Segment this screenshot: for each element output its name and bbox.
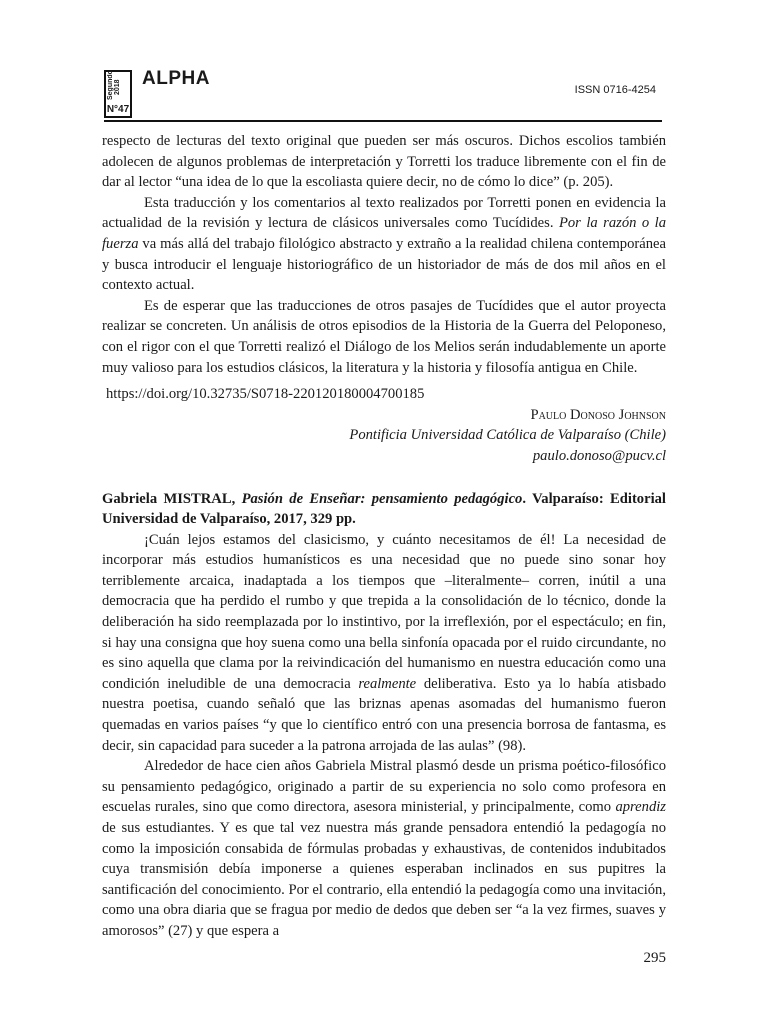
logo-issue-number: N°47 [106,104,130,115]
journal-header [104,70,664,122]
review-paragraph-2-text-a: Alrededor de hace cien años Gabriela Mistral plasmó desde un prisma poético-filosófico su pensamiento pedagógico, originado a partir de su experiencia no solo como profesora en escuelas rurales, sino que como directora, asesora ministerial, y principalmente, como [102,758,666,816]
institution-text: Pontificia Universidad Católica de Valparaíso (Chile) [349,427,666,444]
header-divider [104,120,662,122]
page-number: 295 [643,950,666,966]
book-title-italic: Por la razón o la fuerza [102,215,667,252]
review-paragraph-1-text-a: ¡Cuán lejos estamos del clasicismo, y cuánto necesitamos de él! La necesidad de incorporar más estudios humanísticos es una necesidad que no puede sino sonar hoy terriblemente arcaica, inadaptada a los tiempos que –literalmente– corren, inútil a una democracia que ha perdido el rumbo y que trepida a la consolidación de lo técnico, donde la deliberación ha sido reemplazada por lo instintivo, por la irreflexión, por el espectáculo; en fin, si hay una consigna que hoy suena como una bella sinfonía opacada por el ruido circundante, no es sino aquella que clama por la reivindicación del humanismo en nuestra educación como una condición ineludible de una democracia [102,531,666,692]
review-reference [102,489,666,530]
paragraph-1: respecto de lecturas del texto original que pueden ser más oscuros. Dichos escolios también adolecen de algunos problemas de interpretación y Torretti los traduce libremente con el fin de dar al lector “una idea de lo que la escoliasta quiere decir, no de cómo lo dice” (p. 205). [102,133,666,191]
review-author: Gabriela MISTRAL, [102,490,242,507]
paragraph-2 [102,193,666,296]
review-paragraph-1 [102,530,666,757]
review-paragraph-1-italic: realmente [358,675,417,692]
page-body [102,131,666,942]
paragraph-3: Es de esperar que las traducciones de otros pasajes de Tucídides que el autor proyecta realizar se concreten. Un análisis de otros episodios de la Historia de la Guerra del Peloponeso, con el rigor con el que Torretti realizó el Diálogo de los Melios serán indudablemente un aporte muy valioso para los estudios clásicos, la literatura y la historia y filosofía antigua en Chile. [102,297,666,376]
paragraph-2-text-a: Esta traducción y los comentarios al texto realizados por Torretti ponen en evidencia la actualidad de la revisión y lectura de clásicos universales como Tucídides. [102,194,666,232]
doi-link[interactable]: https://doi.org/10.32735/S0718-220120180004700185 [106,386,425,403]
review-publication: . Valparaíso: Editorial Universidad de Valparaíso, 2017, 329 pp. [102,490,666,528]
paragraph-2-text-b: va más allá del trabajo filológico abstracto y extraño a la realidad chilena contemporánea y busca introducir el lenguaje historiográfico de un historiador de más de dos mil años en el contexto actual. [102,235,666,294]
issn-label: ISSN 0716-4254 [574,84,656,96]
logo-issue-label: Segundo 2018 [107,70,121,100]
journal-logo [104,70,132,118]
review-paragraph-1-text-b: deliberativa. Esto ya lo había atisbado nuestra poetisa, cuando señaló que las briznas apenas asomadas del humanismo fueron quemadas en varios países “y que lo científico entró con una presencia borrosa de fantasma, es decir, sin capacidad para suceder a la patrona arrojada de las aulas” (98). [102,675,666,754]
journal-title: ALPHA [142,68,210,89]
email-text[interactable]: paulo.donoso@pucv.cl [532,447,666,464]
author-email[interactable] [102,446,666,467]
author-name: Paulo Donoso Johnson [530,406,666,423]
review-book-title: Pasión de Enseñar: pensamiento pedagógico [241,490,523,507]
author-institution [102,425,666,446]
review-paragraph-2-text-b: de sus estudiantes. Y es que tal vez nuestra más grande pensadora entendió la pedagogía no como la imposición consabida de fórmulas probadas y exhaustivas, de contenidos indubitados cuya transmisión debía imponerse a quienes esperaban inclinados en sus pupitres la santificación del conocimiento. Por el contrario, ella entendió la pedagogía como una invitación, como una obra diaria que se fragua por medio de dedos que deben ser “a la vez firmes, suaves y amorosos” (27) y que espera a [102,820,666,939]
review-paragraph-2-italic: aprendiz [615,799,666,816]
review-paragraph-2 [102,756,666,941]
